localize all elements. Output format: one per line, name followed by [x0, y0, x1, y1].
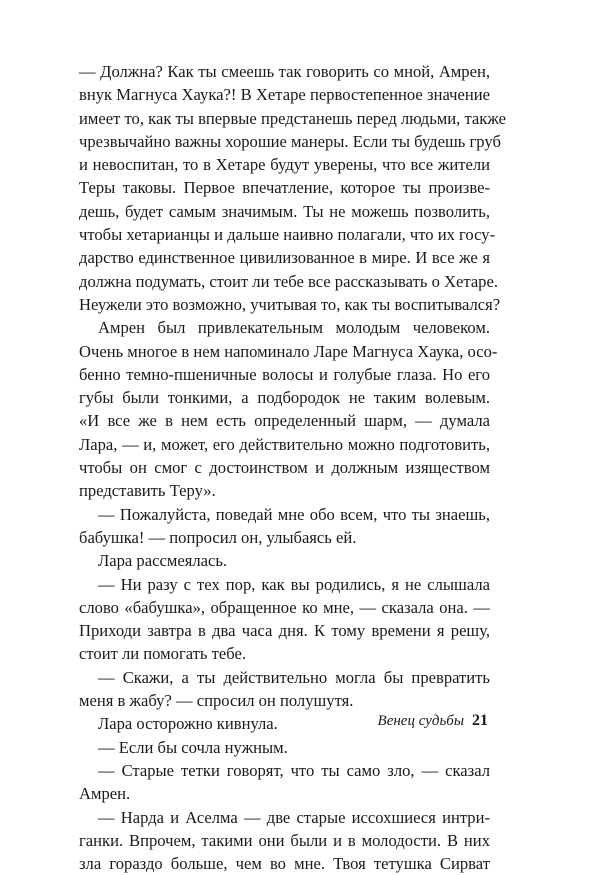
paragraph	[79, 503, 490, 550]
text-line: Амрен.	[79, 782, 490, 805]
text-line: Приходи завтра в два часа дня. К тому времени я решу,	[79, 619, 490, 642]
text-line: должна подумать, стоит ли тебе все рассказывать о Хетаре.	[79, 270, 490, 293]
paragraph	[79, 759, 490, 806]
text-line: бабушка! — попросил он, улыбаясь ей.	[79, 526, 490, 549]
text-line: — Старые тетки говорят, что ты само зло, — сказал	[79, 759, 490, 782]
text-line: представить Теру».	[79, 479, 490, 502]
text-line: слово «бабушка», обращенное ко мне, — сказала она. —	[79, 596, 490, 619]
paragraph	[79, 806, 490, 875]
paragraph	[79, 549, 490, 572]
text-line: чтобы он смог с достоинством и должным изяществом	[79, 456, 490, 479]
text-line: дарство единственное цивилизованное в мире. И все же я	[79, 246, 490, 269]
text-line: — Нарда и Аселма — две старые иссохшиеся интри-	[79, 806, 490, 829]
text-line: зла гораздо больше, чем во мне. Твоя тетушка Сирват	[79, 852, 490, 875]
paragraph	[79, 666, 490, 713]
page-footer	[378, 711, 488, 731]
text-line: Теры таковы. Первое впечатление, которое ты произве-	[79, 176, 490, 199]
running-title: Венец судьбы	[378, 713, 464, 729]
text-line: Амрен был привлекательным молодым человеком.	[79, 316, 490, 339]
page-number: 21	[472, 712, 488, 729]
text-line: внук Магнуса Хаука?! В Хетаре первостепенное значение	[79, 83, 490, 106]
paragraph	[79, 573, 490, 666]
paragraph	[79, 60, 490, 316]
text-line: — Если бы сочла нужным.	[79, 736, 490, 759]
text-line: бенно темно-пшеничные волосы и голубые глаза. Но его	[79, 363, 490, 386]
text-line: Очень многое в нем напоминало Ларе Магнуса Хаука, осо-	[79, 340, 490, 363]
paragraph	[79, 316, 490, 502]
text-line: стоит ли помогать тебе.	[79, 642, 490, 665]
paragraph	[79, 736, 490, 759]
text-line: Лара осторожно кивнула.	[79, 712, 490, 735]
text-line: чтобы хетарианцы и дальше наивно полагали, что их госу-	[79, 223, 490, 246]
text-line: ганки. Впрочем, такими они были и в молодости. В них	[79, 829, 490, 852]
text-line: губы были тонкими, а подбородок не таким волевым.	[79, 386, 490, 409]
text-line: — Должна? Как ты смеешь так говорить со мной, Амрен,	[79, 60, 490, 83]
text-line: Лара, — и, может, его действительно можно подготовить,	[79, 433, 490, 456]
text-line: меня в жабу? — спросил он полушутя.	[79, 689, 490, 712]
text-line: — Ни разу с тех пор, как вы родились, я не слышала	[79, 573, 490, 596]
text-line: Лара рассмеялась.	[79, 549, 490, 572]
text-line: — Пожалуйста, поведай мне обо всем, что ты знаешь,	[79, 503, 490, 526]
page-body-text	[79, 60, 490, 875]
text-line: Неужели это возможно, учитывая то, как ты воспитывался?	[79, 293, 490, 316]
text-line: чрезвычайно важны хорошие манеры. Если ты будешь груб	[79, 130, 490, 153]
text-line: и невоспитан, то в Хетаре будут уверены, что все жители	[79, 153, 490, 176]
text-line: имеет то, как ты впервые предстанешь перед людьми, также	[79, 107, 490, 130]
text-line: — Скажи, а ты действительно могла бы превратить	[79, 666, 490, 689]
text-line: «И все же в нем есть определенный шарм, — думала	[79, 409, 490, 432]
text-line: дешь, будет самым значимым. Ты не можешь позволить,	[79, 200, 490, 223]
